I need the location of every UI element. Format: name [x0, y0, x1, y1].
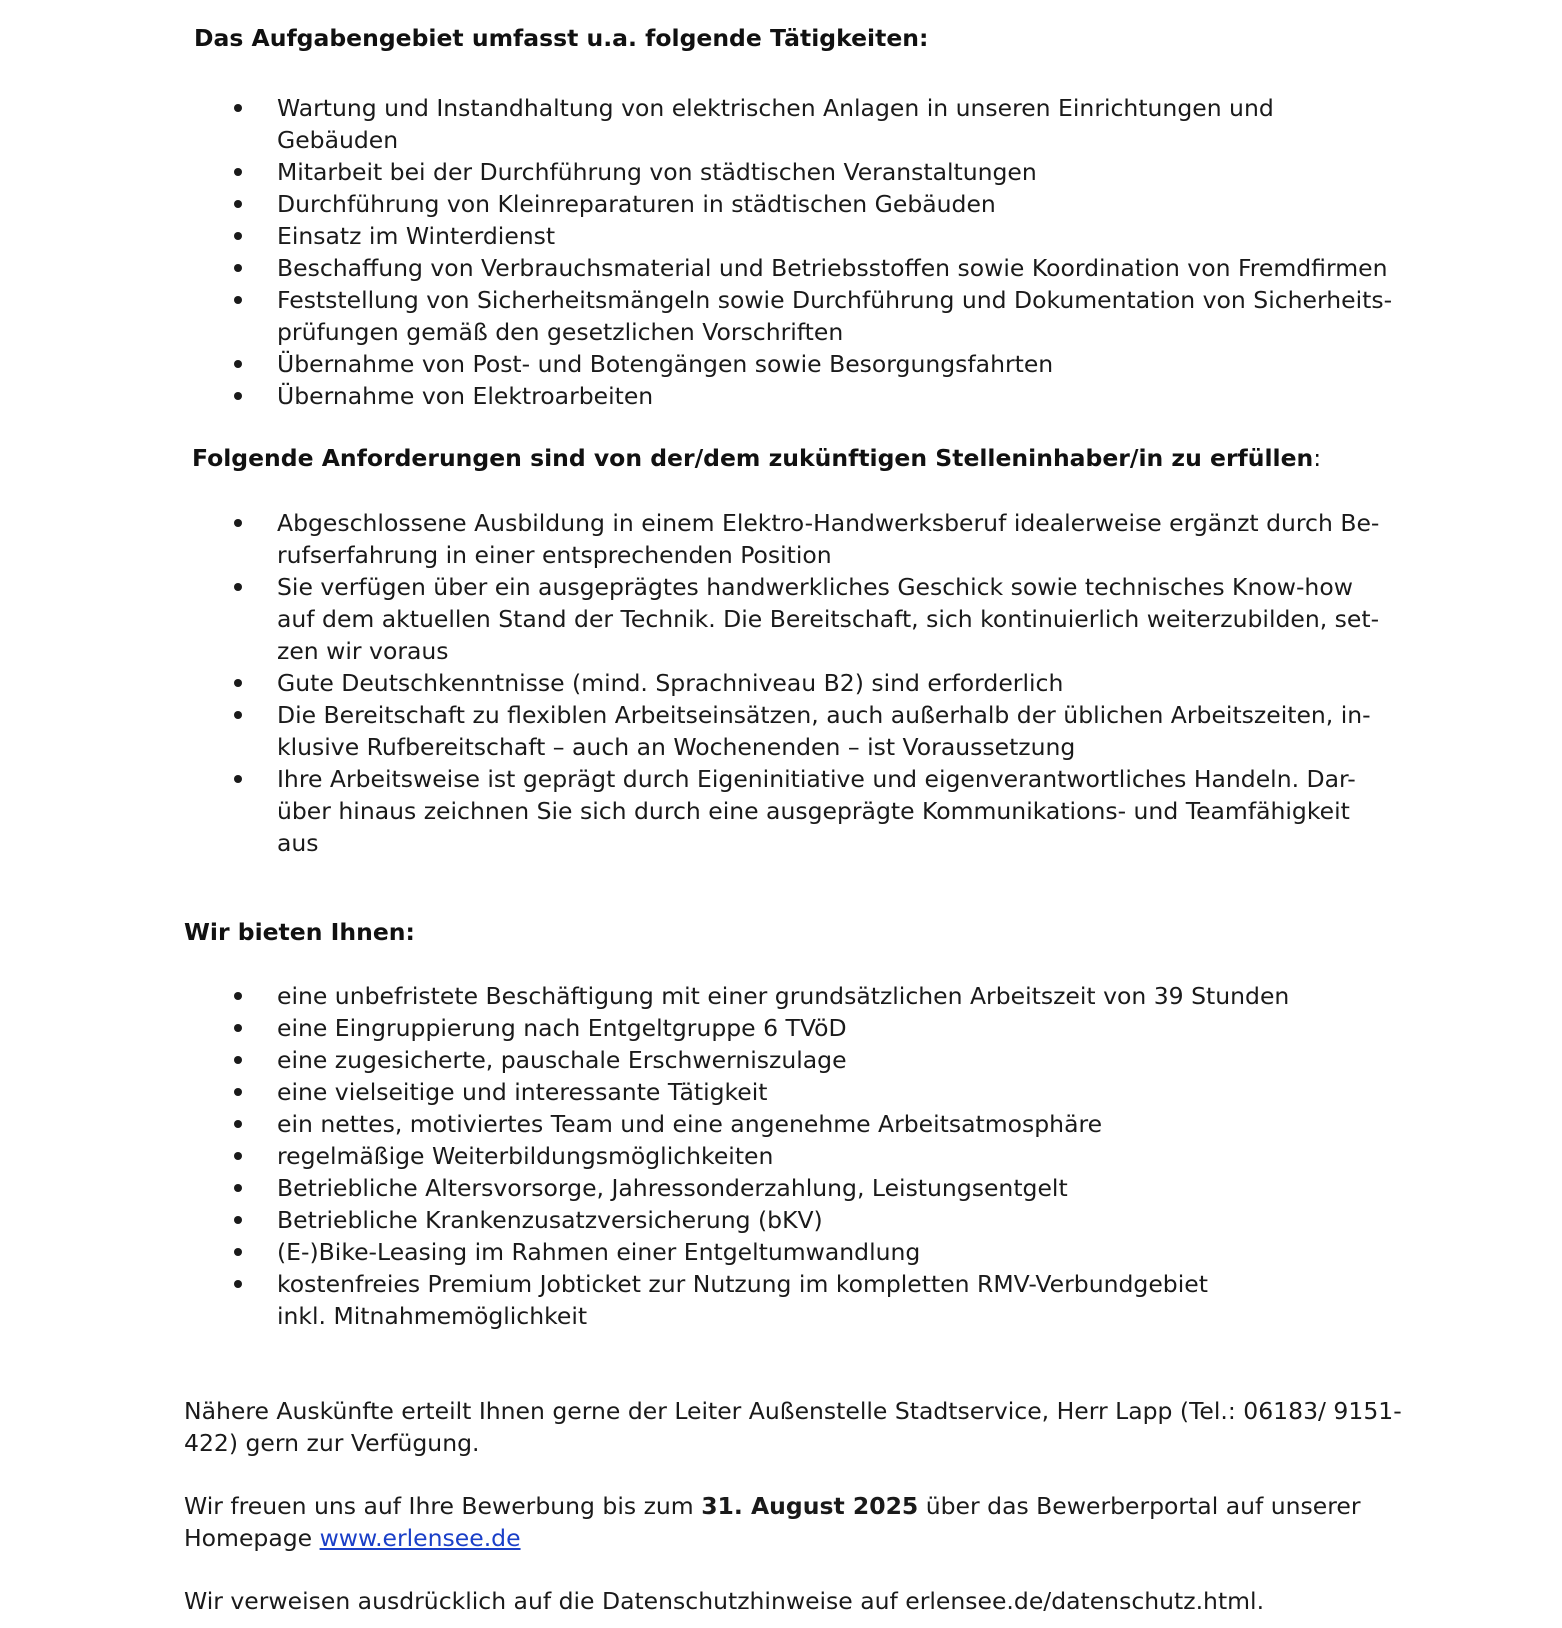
- tasks-list: [230, 92, 1393, 412]
- list-item-line: Feststellung von Sicherheitsmängeln sowie Durchführung und Dokumentation von Sicherheits-: [277, 286, 1393, 314]
- bullet-icon: [234, 1216, 242, 1224]
- bullet-icon: [234, 296, 242, 304]
- list-item: [230, 1236, 1380, 1268]
- list-item: [230, 284, 1393, 348]
- list-item-line: eine zugesicherte, pauschale Erschwerniszulage: [277, 1046, 847, 1074]
- list-item-line: Wartung und Instandhaltung von elektrischen Anlagen in unseren Einrichtungen und: [277, 94, 1274, 122]
- list-item: [230, 1012, 1380, 1044]
- list-item-line: Die Bereitschaft zu flexiblen Arbeitseinsätzen, auch außerhalb der üblichen Arbeitszeiten, in-: [277, 701, 1371, 729]
- contact-line-2: 422) gern zur Verfügung.: [184, 1429, 480, 1457]
- list-item-line: Beschaffung von Verbrauchsmaterial und Betriebsstoffen sowie Koordination von Fremdfirmen: [277, 254, 1388, 282]
- list-item-line: ein nettes, motiviertes Team und eine angenehme Arbeitsatmosphäre: [277, 1110, 1103, 1138]
- bullet-icon: [234, 775, 242, 783]
- list-item-line: Betriebliche Krankenzusatzversicherung (bKV): [277, 1206, 823, 1234]
- list-item: [230, 507, 1380, 571]
- application-line-1: [184, 1490, 1384, 1522]
- application-text-after: über das Bewerberportal auf unserer: [918, 1492, 1361, 1520]
- privacy-text: Wir verweisen ausdrücklich auf die Datenschutzhinweise auf erlensee.de/datenschutz.html.: [184, 1587, 1265, 1615]
- list-item: [230, 1076, 1380, 1108]
- homepage-label: Homepage: [184, 1524, 320, 1552]
- list-item-line: Einsatz im Winterdienst: [277, 222, 556, 250]
- bullet-icon: [234, 1056, 242, 1064]
- requirements-heading: [192, 442, 1321, 474]
- list-item-line: aus: [277, 829, 319, 857]
- bullet-icon: [234, 1280, 242, 1288]
- application-line-2: [184, 1522, 1384, 1554]
- list-item-line: inkl. Mitnahmemöglichkeit: [277, 1302, 588, 1330]
- bullet-icon: [234, 1088, 242, 1096]
- bullet-icon: [234, 519, 242, 527]
- list-item-line: klusive Rufbereitschaft – auch an Wochenenden – ist Voraussetzung: [277, 733, 1076, 761]
- bullet-icon: [234, 583, 242, 591]
- list-item-line: eine Eingruppierung nach Entgeltgruppe 6 TVöD: [277, 1014, 847, 1042]
- list-item: [230, 220, 1380, 252]
- list-item: [230, 1140, 1380, 1172]
- list-item-line: eine vielseitige und interessante Tätigkeit: [277, 1078, 768, 1106]
- list-item-line: Gebäuden: [277, 126, 399, 154]
- contact-paragraph: [184, 1395, 1402, 1459]
- list-item: [230, 252, 1388, 284]
- bullet-icon: [234, 1120, 242, 1128]
- offer-heading: Wir bieten Ihnen:: [184, 918, 415, 946]
- list-item-line: Mitarbeit bei der Durchführung von städtischen Veranstaltungen: [277, 158, 1037, 186]
- requirements-heading-text: Folgende Anforderungen sind von der/dem zukünftigen Stelleninhaber/in zu erfüllen: [192, 444, 1314, 472]
- bullet-icon: [234, 1184, 242, 1192]
- privacy-paragraph: [184, 1585, 1384, 1617]
- list-item-line: über hinaus zeichnen Sie sich durch eine ausgeprägte Kommunikations- und Teamfähigkeit: [277, 797, 1350, 825]
- list-item-line: zen wir voraus: [277, 637, 449, 665]
- offer-list: [230, 980, 1380, 1332]
- list-item-line: Durchführung von Kleinreparaturen in städtischen Gebäuden: [277, 190, 996, 218]
- list-item: [230, 1172, 1380, 1204]
- list-item: [230, 980, 1380, 1012]
- list-item: [230, 348, 1380, 380]
- bullet-icon: [234, 992, 242, 1000]
- list-item: [230, 1108, 1380, 1140]
- list-item-line: regelmäßige Weiterbildungsmöglichkeiten: [277, 1142, 774, 1170]
- bullet-icon: [234, 200, 242, 208]
- list-item-line: Übernahme von Post- und Botengängen sowie Besorgungsfahrten: [277, 350, 1054, 378]
- list-item: [230, 763, 1380, 859]
- bullet-icon: [234, 104, 242, 112]
- list-item-line: (E-)Bike-Leasing im Rahmen einer Entgeltumwandlung: [277, 1238, 921, 1266]
- bullet-icon: [234, 168, 242, 176]
- list-item-line: kostenfreies Premium Jobticket zur Nutzung im kompletten RMV-Verbundgebiet: [277, 1270, 1208, 1298]
- list-item: [230, 1044, 1380, 1076]
- list-item-line: Ihre Arbeitsweise ist geprägt durch Eigeninitiative und eigenverantwortliches Handeln. Dar-: [277, 765, 1356, 793]
- bullet-icon: [234, 264, 242, 272]
- list-item: [230, 1268, 1380, 1332]
- bullet-icon: [234, 232, 242, 240]
- bullet-icon: [234, 1248, 242, 1256]
- requirements-list: [230, 507, 1380, 859]
- contact-line-1: Nähere Auskünfte erteilt Ihnen gerne der Leiter Außenstelle Stadtservice, Herr Lapp (Tel.: 06183/ 9151-: [184, 1397, 1402, 1425]
- bullet-icon: [234, 711, 242, 719]
- list-item-line: Abgeschlossene Ausbildung in einem Elektro-Handwerksberuf idealerweise ergänzt durch Be-: [277, 509, 1380, 537]
- list-item: [230, 156, 1380, 188]
- bullet-icon: [234, 679, 242, 687]
- bullet-icon: [234, 360, 242, 368]
- list-item: [230, 571, 1380, 667]
- bullet-icon: [234, 1152, 242, 1160]
- list-item-line: Betriebliche Altersvorsorge, Jahressonderzahlung, Leistungsentgelt: [277, 1174, 1068, 1202]
- list-item: [230, 667, 1380, 699]
- list-item-line: eine unbefristete Beschäftigung mit einer grundsätzlichen Arbeitszeit von 39 Stunden: [277, 982, 1290, 1010]
- list-item: [230, 380, 1380, 412]
- list-item-line: Übernahme von Elektroarbeiten: [277, 382, 654, 410]
- homepage-link[interactable]: www.erlensee.de: [319, 1524, 521, 1552]
- application-paragraph: [184, 1490, 1384, 1554]
- list-item-line: Gute Deutschkenntnisse (mind. Sprachniveau B2) sind erforderlich: [277, 669, 1064, 697]
- requirements-heading-colon: :: [1313, 444, 1322, 472]
- application-deadline: 31. August 2025: [701, 1492, 919, 1520]
- list-item: [230, 188, 1380, 220]
- list-item: [230, 699, 1380, 763]
- list-item-line: rufserfahrung in einer entsprechenden Position: [277, 541, 832, 569]
- application-text-before: Wir freuen uns auf Ihre Bewerbung bis zum: [184, 1492, 702, 1520]
- bullet-icon: [234, 1024, 242, 1032]
- list-item-line: prüfungen gemäß den gesetzlichen Vorschriften: [277, 318, 844, 346]
- list-item: [230, 1204, 1380, 1236]
- list-item-line: auf dem aktuellen Stand der Technik. Die Bereitschaft, sich kontinuierlich weiterzubilden, set-: [277, 605, 1380, 633]
- list-item-line: Sie verfügen über ein ausgeprägtes handwerkliches Geschick sowie technisches Know-how: [277, 573, 1353, 601]
- list-item: [230, 92, 1380, 156]
- tasks-heading: Das Aufgabengebiet umfasst u.a. folgende Tätigkeiten:: [194, 24, 929, 52]
- bullet-icon: [234, 392, 242, 400]
